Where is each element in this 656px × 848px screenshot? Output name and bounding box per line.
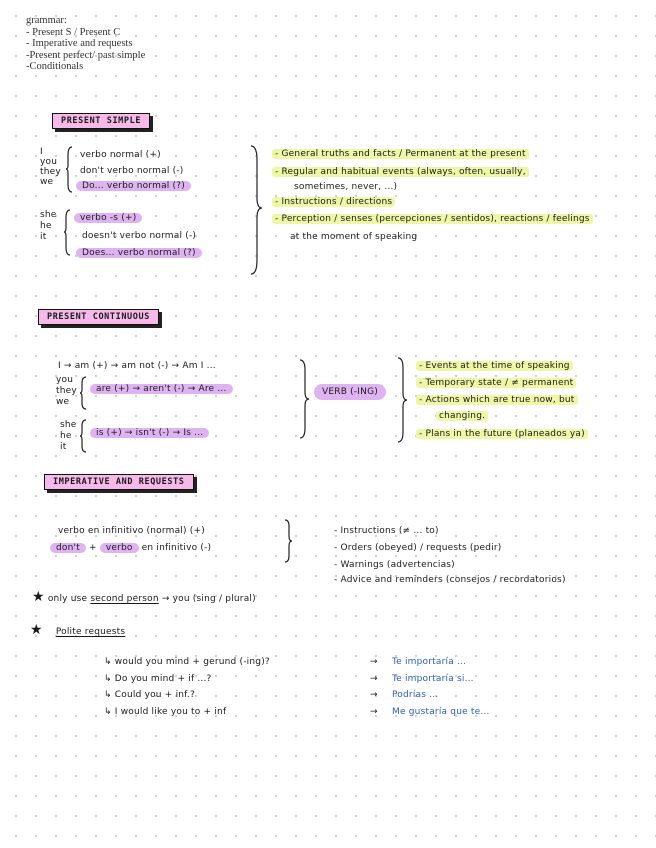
polite-row: ↳ would you mind + gerund (-ing)? (104, 657, 270, 667)
pc-verb-ing: VERB (-ING) (314, 384, 386, 400)
present-simple-title: PRESENT SIMPLE (52, 113, 150, 129)
brace-icon (283, 520, 293, 562)
polite-translation: Te importaría si... (392, 674, 474, 684)
header-item: - Present S / Present C (26, 26, 121, 38)
imperative-title: IMPERATIVE AND REQUESTS (44, 474, 194, 490)
present-continuous-title: PRESENT CONTINUOUS (38, 309, 159, 325)
ps-row: verbo -s (+) (74, 213, 142, 223)
imp-note: ★ only use second person → you (sing / plural) (32, 589, 256, 605)
ps-use: - Perception / senses (percepciones / sentidos), reactions / feelings (272, 214, 593, 224)
brace-icon (80, 377, 88, 409)
polite-arrow: → (370, 674, 378, 684)
header-item: -Present perfect/ past simple (26, 49, 146, 61)
brace-icon (64, 210, 72, 255)
ps-row: don't verbo normal (-) (80, 166, 184, 176)
pc-use: - Temporary state / ≠ permanent (416, 378, 576, 388)
polite-translation: Te importaría ... (392, 657, 467, 667)
polite-row: ↳ Do you mind + if ...? (104, 674, 212, 684)
imp-use: - Orders (obeyed) / requests (pedir) (334, 543, 502, 553)
imp-use: - Instructions (≠ ... to) (334, 526, 439, 536)
header-block (26, 15, 145, 73)
ps-row: Does... verbo normal (?) (76, 248, 202, 258)
pc-pronouns-you: you they we (56, 375, 77, 407)
polite-row: ↳ I would like you to + inf (104, 707, 227, 717)
header-item: -Conditionals (26, 61, 84, 72)
brace-icon (396, 358, 408, 442)
ps-use: - General truths and facts / Permanent at the present (272, 149, 529, 159)
pc-row-she: is (+) → isn't (-) → Is ... (90, 428, 209, 438)
polite-title: ★ Polite requests (30, 622, 126, 638)
imp-use: - Advice and reminders (consejos / recordatorios) (334, 575, 566, 585)
pc-row-i: I → am (+) → am not (-) → Am I ... (58, 361, 216, 371)
ps-use: at the moment of speaking (290, 232, 418, 242)
star-icon: ★ (32, 589, 45, 605)
brace-icon (66, 147, 74, 192)
ps-use: - Regular and habitual events (always, often, usually, (272, 167, 529, 177)
ps-pronouns-1: I you they we (40, 147, 61, 187)
header-item: - Imperative and requests (26, 38, 133, 49)
polite-row: ↳ Could you + inf.? (104, 690, 195, 700)
pc-use: - Events at the time of speaking (416, 361, 573, 371)
pc-use: - Plans in the future (planeados ya) (416, 429, 588, 439)
imp-use: - Warnings (advertencias) (334, 560, 455, 570)
ps-pronouns-2: she he it (40, 210, 57, 242)
pc-pronouns-she: she he it (60, 420, 77, 452)
ps-use: sometimes, never, ...) (294, 182, 398, 192)
polite-arrow: → (370, 690, 378, 700)
polite-translation: Me gustaría que te... (392, 707, 490, 717)
header-title: grammar: (26, 15, 67, 26)
ps-row: verbo normal (+) (80, 150, 161, 160)
ps-row: doesn't verbo normal (-) (82, 231, 197, 241)
brace-icon (80, 420, 88, 452)
polite-arrow: → (370, 657, 378, 667)
polite-translation: Podrías ... (392, 690, 439, 700)
brace-icon (249, 146, 263, 274)
pc-use: changing. (436, 411, 488, 421)
pc-use: - Actions which are true now, but (416, 395, 578, 405)
brace-icon (298, 360, 310, 438)
ps-row: Do... verbo normal (?) (76, 181, 191, 191)
polite-arrow: → (370, 707, 378, 717)
imp-row-2: don't + verbo en infinitivo (-) (50, 543, 211, 553)
imp-row-1: verbo en infinitivo (normal) (+) (58, 526, 205, 536)
pc-row-you: are (+) → aren't (-) → Are ... (90, 384, 233, 394)
ps-use: - Instructions / directions (272, 197, 395, 207)
star-icon: ★ (30, 622, 43, 638)
